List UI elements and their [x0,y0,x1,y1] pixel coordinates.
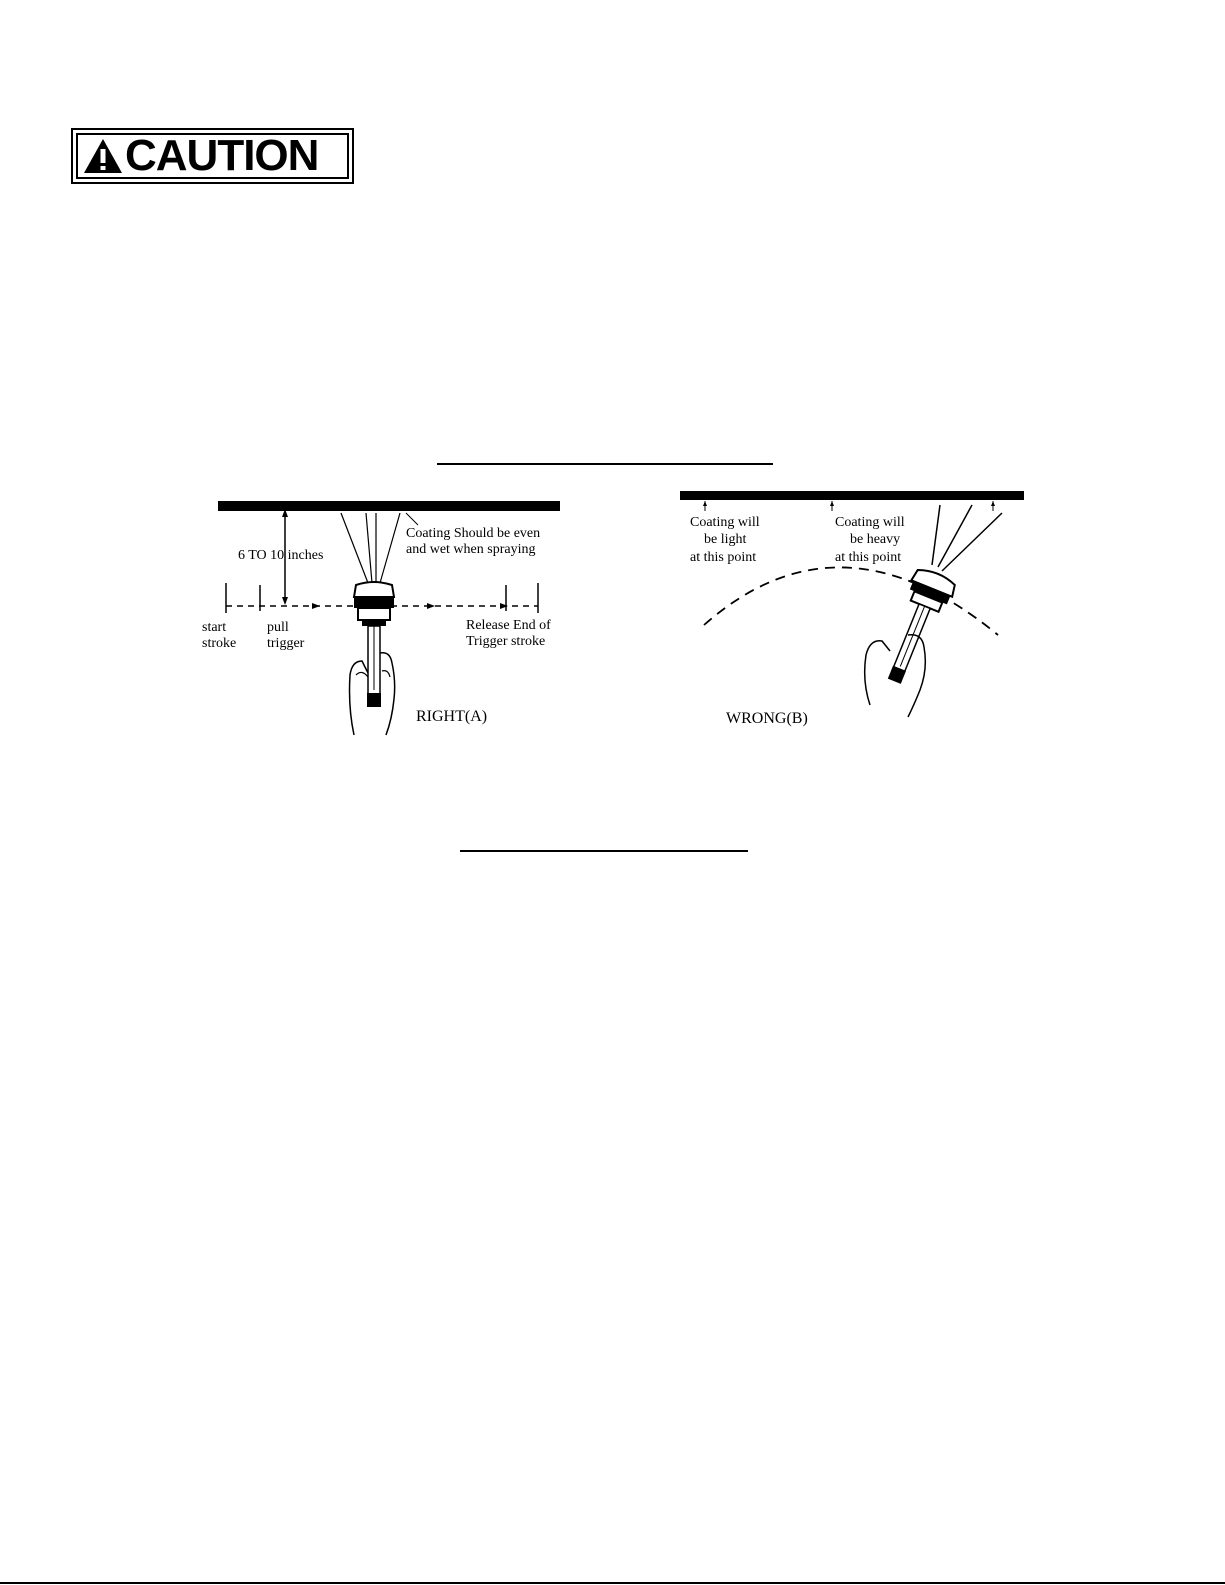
start-stroke-line2: stroke [202,636,237,651]
caution-heading: CAUTION [125,131,319,180]
right-caption: RIGHT(A) [416,708,488,725]
coating-even-line1: Coating Should be even [406,526,541,541]
heavy-label-line2: be heavy [850,532,901,547]
heading-underline-1 [437,463,773,465]
release-line1: Release End of [466,618,551,633]
distance-label: 6 TO 10 inches [238,548,324,563]
spray-technique-diagram [190,485,1040,750]
pull-trigger-line1: pull [267,620,289,635]
wrong-surface-bar [680,491,1024,500]
heavy-label-line3: at this point [835,550,902,565]
right-surface-bar [218,501,560,511]
caution-label [71,128,354,184]
light-label-line2: be light [704,532,747,547]
page-bottom-rule [0,1582,1225,1584]
heading-underline-2 [460,850,748,852]
light-label-line3: at this point [690,550,757,565]
wrong-diagram [680,491,1024,727]
right-diagram [202,501,560,735]
start-stroke-line1: start [202,620,227,635]
coating-even-line2: and wet when spraying [406,542,536,557]
heavy-label-line1: Coating will [835,515,905,530]
release-line2: Trigger stroke [466,634,546,649]
wrong-caption: WRONG(B) [726,710,808,727]
warning-triangle-icon [83,138,123,174]
pull-trigger-line2: trigger [267,636,305,651]
spray-diagram-svg [190,485,1040,750]
light-label-line1: Coating will [690,515,760,530]
